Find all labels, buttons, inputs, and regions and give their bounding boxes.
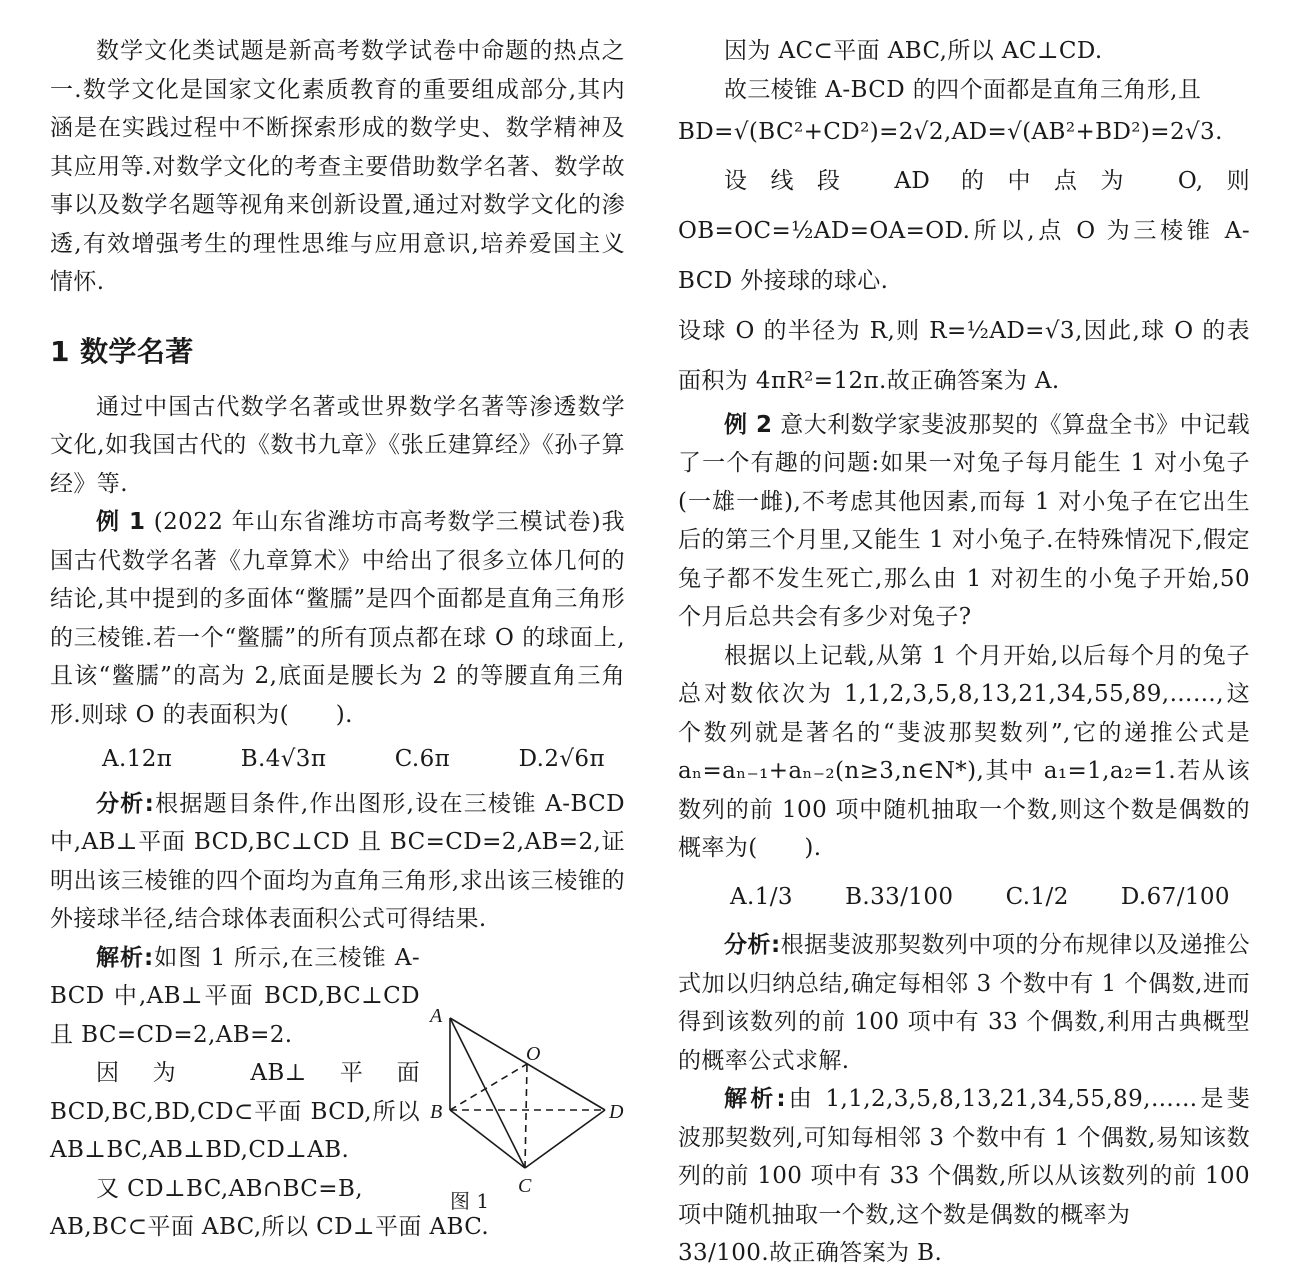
example-1: [50, 503, 625, 734]
edge-bc: [450, 1110, 525, 1168]
option-c: C.6π: [394, 746, 451, 772]
example-1-text: (2022 年山东省潍坊市高考数学三模试卷)我国古代数学名著《九章算术》中给出了很多立体几何的结论,其中提到的多面体“鳖臑”是四个面都是直角三角形的三棱锥.若一个“鳖臑”的所有顶点都在球 O 的球面上,且该“鳖臑”的高为 2,底面是腰长为 2 的等腰直角三角形.则球 O 的表面积为( ).: [50, 509, 625, 728]
example-2: [678, 406, 1250, 637]
solution-1-block: [50, 939, 420, 1209]
option-b: B.33/100: [845, 883, 954, 910]
solution-1-p3: 又 CD⊥BC,AB∩BC=B,: [96, 1175, 363, 1202]
right-p4: 设球 O 的半径为 R,则 R=½AD=√3,因此,球 O 的表面积为 4πR²=12π.故正确答案为 A.: [678, 317, 1250, 394]
option-d: D.2√6π: [518, 746, 605, 772]
analysis-2: [678, 926, 1250, 1080]
right-p3: 设线段 AD 的中点为 O,则 OB=OC=½AD=OA=OD.所以,点 O 为三棱锥 A-BCD 外接球的球心.: [678, 167, 1250, 294]
label-b: B: [430, 1101, 443, 1123]
solution-2: [678, 1080, 1250, 1234]
solution-2-label: 解析:: [724, 1086, 786, 1112]
label-o: O: [526, 1043, 541, 1065]
example-2-options: [678, 878, 1250, 917]
example-2-p2: 根据以上记载,从第 1 个月开始,以后每个月的兔子总对数依次为 1,1,2,3,5,8,13,21,34,55,89,……,这个数列就是著名的“斐波那契数列”,它的递推公式是 aₙ=aₙ₋₁+aₙ₋₂(n≥3,n∈N*),其中 a₁=1,a₂=1.若从该数列的前 100 项中随机抽取一个数,则这个数是偶数的概率为( ).: [678, 642, 1250, 861]
solution-1-label: 解析:: [96, 944, 154, 971]
analysis-1-label: 分析:: [96, 790, 155, 817]
option-d: D.67/100: [1120, 883, 1230, 910]
analysis-2-text: 根据斐波那契数列中项的分布规律以及递推公式加以归纳总结,确定每相邻 3 个数中有 1 个偶数,进而得到该数列的前 100 项中有 33 个偶数,利用古典概型的概率公式求解.: [678, 932, 1250, 1074]
right-p2b: BD=√(BC²+CD²)=2√2,AD=√(AB²+BD²)=2√3.: [678, 119, 1223, 145]
edge-bo-hidden: [450, 1064, 527, 1110]
edge-cd: [525, 1110, 605, 1168]
solution-2-text: 由 1,1,2,3,5,8,13,21,34,55,89,……是斐波那契数列,可知每相邻 3 个数中有 1 个偶数,易知该数列的前 100 项中有 33 个偶数,所以从该数列的前 100 项中随机抽取一个数,这个数是偶数的概率为: [678, 1086, 1250, 1228]
analysis-1: [50, 785, 625, 939]
example-2-label: 例 2: [724, 411, 773, 438]
solution-1-p2: 因为 AB⊥平面 BCD,BC,BD,CD⊂平面 BCD,所以 AB⊥BC,AB⊥BD,CD⊥AB.: [50, 1060, 420, 1163]
section-title: 1 数学名著: [50, 334, 194, 368]
tetrahedron-diagram: [380, 1000, 624, 1200]
section-intro-paragraph: 通过中国古代数学名著或世界数学名著等渗透数学文化,如我国古代的《数书九章》《张丘建算经》《孙子算经》等.: [50, 393, 625, 497]
option-a: A.1/3: [730, 883, 793, 910]
right-p2a: 故三棱锥 A-BCD 的四个面都是直角三角形,且: [724, 76, 1202, 103]
option-a: A.12π: [102, 746, 173, 772]
label-c: C: [518, 1175, 532, 1197]
solution-1-p4: AB,BC⊂平面 ABC,所以 CD⊥平面 ABC.: [50, 1214, 490, 1240]
example-1-label: 例 1: [96, 509, 146, 535]
analysis-1-text: 根据题目条件,作出图形,设在三棱锥 A-BCD 中,AB⊥平面 BCD,BC⊥CD 且 BC=CD=2,AB=2,证明出该三棱锥的四个面均为直角三角形,求出该三棱锥的外接球半径,结合球体表面积公式可得结果.: [50, 790, 625, 932]
example-2-text: 意大利数学家斐波那契的《算盘全书》中记载了一个有趣的问题:如果一对兔子每月能生 1 对小兔子(一雄一雌),不考虑其他因素,而每 1 对小兔子在它出生后的第三个月里,又能生 1 对小兔子.在特殊情况下,假定兔子都不发生死亡,那么由 1 对初生的小兔子开始,50 个月后总共会有多少对兔子?: [678, 411, 1250, 630]
analysis-2-label: 分析:: [724, 932, 781, 958]
option-b: B.4√3π: [240, 746, 327, 772]
solution-1-p1-text: 如图 1 所示,在三棱锥 A-BCD 中,AB⊥平面 BCD,BC⊥CD 且 BC=CD=2,AB=2.: [50, 944, 420, 1048]
solution-2-end: 33/100.故正确答案为 B.: [678, 1240, 943, 1266]
right-p1: 因为 AC⊂平面 ABC,所以 AC⊥CD.: [724, 38, 1103, 64]
figure-1-caption: 图 1: [450, 1189, 490, 1213]
label-a: A: [430, 1005, 443, 1027]
solution-1-p1: [50, 939, 420, 1055]
option-c: C.1/2: [1005, 883, 1069, 910]
example-1-options: [50, 740, 625, 779]
intro-paragraph: 数学文化类试题是新高考数学试卷中命题的热点之一.数学文化是国家文化素质教育的重要组成部分,其内涵是在实践过程中不断探索形成的数学史、数学精神及其应用等.对数学文化的考查主要借助数学名著、数学故事以及数学名题等视角来创新设置,通过对数学文化的渗透,有效增强考生的理性思维与应用意识,培养爱国主义情怀.: [50, 38, 625, 295]
right-column: [678, 32, 1250, 1285]
edge-co-hidden: [525, 1064, 527, 1168]
label-d: D: [609, 1101, 624, 1123]
